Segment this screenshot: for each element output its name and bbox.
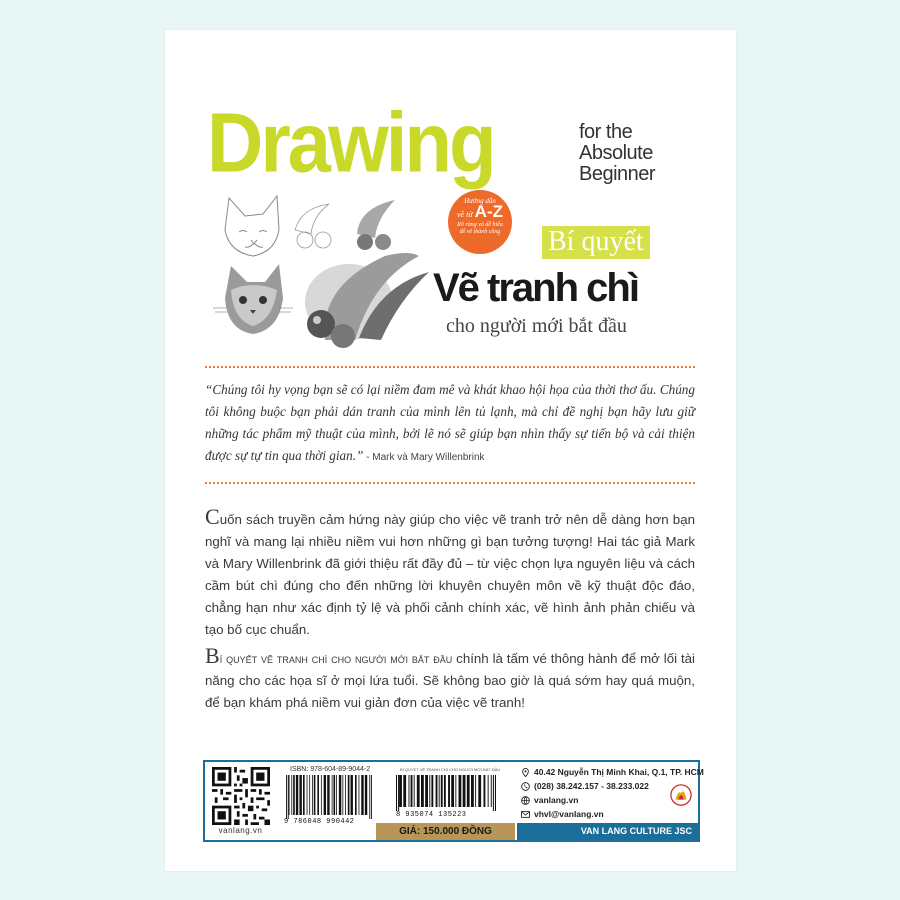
barcode-book-title: BÍ QUYẾT VẼ TRANH CHÌ CHO NGƯỜI MỚI BẮT ĐẦU bbox=[400, 767, 501, 772]
barcode-bar bbox=[345, 775, 346, 815]
headline: Vẽ tranh chì bbox=[433, 266, 638, 310]
book-back-cover bbox=[165, 30, 736, 871]
barcode-section bbox=[278, 762, 515, 840]
barcode-bar bbox=[355, 775, 357, 815]
barcode-bar bbox=[288, 775, 289, 819]
cat-outline-sketch-icon bbox=[225, 196, 279, 256]
barcode-bar bbox=[342, 775, 343, 815]
barcode-bar bbox=[441, 775, 443, 807]
badge-line: Hướng dẫn bbox=[464, 197, 496, 205]
barcode-bar bbox=[332, 775, 333, 815]
barcode-bar bbox=[396, 775, 397, 811]
barcode-bar bbox=[307, 775, 308, 815]
globe-icon bbox=[521, 796, 530, 805]
barcode-bar bbox=[321, 775, 322, 815]
barcode-bar bbox=[421, 775, 424, 807]
badge-line bbox=[448, 202, 512, 222]
guide-badge bbox=[448, 190, 512, 254]
location-pin-icon bbox=[521, 768, 530, 777]
barcode-bar bbox=[296, 775, 298, 815]
envelope-icon bbox=[521, 810, 530, 819]
website-row bbox=[521, 795, 578, 805]
barcode-bar bbox=[351, 775, 353, 815]
barcode-bar bbox=[455, 775, 456, 807]
subtitle-line: for the bbox=[579, 121, 633, 143]
cover-title: Drawing bbox=[207, 94, 494, 190]
barcode-bar bbox=[459, 775, 462, 807]
website-link[interactable]: vanlang.vn bbox=[534, 795, 579, 805]
barcode-bar bbox=[403, 775, 406, 807]
barcode-bar bbox=[309, 775, 310, 815]
barcode-bar bbox=[491, 775, 492, 807]
price-barcode-icon bbox=[396, 775, 496, 811]
book-title-caps: í quyết vẽ tranh chì cho người mới bắt đầu bbox=[219, 651, 453, 666]
barcode-bar bbox=[425, 775, 428, 807]
barcode-bar bbox=[488, 775, 489, 807]
quote-block bbox=[205, 379, 695, 469]
barcode-bar bbox=[463, 775, 466, 807]
email-link[interactable]: vhvl@vanlang.vn bbox=[534, 809, 604, 819]
publisher-info-box bbox=[203, 760, 704, 842]
barcode-bar bbox=[444, 775, 446, 807]
address-row bbox=[521, 767, 704, 777]
phone-text: (028) 38.242.157 - 38.233.022 bbox=[534, 781, 649, 791]
barcode-bar bbox=[299, 775, 301, 815]
publisher-brand-bar: VAN LANG CULTURE JSC bbox=[517, 823, 698, 840]
barcode-bar bbox=[369, 775, 370, 819]
barcode-bar bbox=[436, 775, 438, 807]
qr-section bbox=[205, 762, 276, 840]
barcode-bar bbox=[409, 775, 410, 807]
fruit-outline-sketch-icon bbox=[295, 204, 331, 248]
qr-label: vanlang.vn bbox=[218, 826, 263, 835]
pencil-sketch-illustrations bbox=[209, 190, 459, 350]
barcode-bar bbox=[431, 775, 433, 807]
barcode-bar bbox=[286, 775, 287, 819]
badge-az: A-Z bbox=[474, 202, 503, 221]
drop-cap: C bbox=[205, 504, 220, 529]
fruit-shaded-large-sketch-icon bbox=[305, 253, 429, 348]
barcode1-digits: 9 786048 990442 bbox=[284, 818, 355, 826]
isbn-text: ISBN: 978-604-89-9044-2 bbox=[290, 766, 371, 773]
drop-cap: B bbox=[205, 643, 220, 668]
cat-shaded-sketch-icon bbox=[213, 264, 293, 334]
barcode-bar bbox=[291, 775, 292, 815]
barcode-bar bbox=[371, 775, 372, 819]
barcode-bar bbox=[312, 775, 313, 815]
barcode-bar bbox=[317, 775, 319, 815]
barcode-bar bbox=[399, 775, 402, 807]
divider-bottom bbox=[205, 482, 695, 484]
paragraph-text: chính là tấm vé thông hành để mở lối tài năng cho các họa sĩ ở mọi lứa tuổi. Sẽ không bao giờ là quá sớm hay quá muộn, để bạn khám phá niềm vui giản đơn của việc vẽ tranh! bbox=[205, 651, 695, 710]
divider-top bbox=[205, 366, 695, 368]
barcode-bar bbox=[314, 775, 316, 815]
barcode-bar bbox=[411, 775, 413, 807]
fruit-shaded-small-sketch-icon bbox=[357, 200, 395, 250]
address-text: 40.42 Nguyễn Thị Minh Khai, Q.1, TP. HCM bbox=[534, 767, 704, 777]
barcode2-digits: 8 935074 135223 bbox=[396, 811, 467, 819]
barcode-bar bbox=[327, 775, 329, 815]
contact-section bbox=[517, 762, 704, 840]
barcode-bar bbox=[348, 775, 350, 815]
badge-line: Rõ ràng và dễ hiểu để vẽ thành công bbox=[457, 222, 503, 235]
barcode-bar bbox=[493, 775, 494, 811]
barcode-bar bbox=[448, 775, 450, 807]
badge-prefix: vẽ từ bbox=[456, 210, 473, 219]
barcode-bar bbox=[471, 775, 474, 807]
price-tag: GIÁ: 150.000 ĐỒNG bbox=[376, 823, 515, 840]
barcode-bar bbox=[333, 775, 335, 815]
barcode-bar bbox=[451, 775, 454, 807]
barcode-bar bbox=[365, 775, 367, 815]
quote-text: “Chúng tôi hy vọng bạn sẽ có lại niềm đam mê và khát khao hội họa của thời thơ ấu. Chúng tôi không buộc bạn phải dán tranh của mình lên tủ lạnh, mà chỉ đề nghị bạn hãy lưu giữ những tác phẩm mỹ thuật của mình, bởi lẽ nó sẽ giúp bạn nhìn thấy sự tiến bộ và cải thiện được sự tự tin qua thời gian.” bbox=[205, 382, 695, 463]
barcode-bar bbox=[289, 775, 290, 815]
barcode-bar bbox=[414, 775, 415, 807]
description-paragraph-1 bbox=[205, 504, 695, 641]
barcode-bar bbox=[429, 775, 430, 807]
barcode-bar bbox=[336, 775, 337, 815]
phone-row bbox=[521, 781, 649, 791]
barcode-bar bbox=[467, 775, 470, 807]
barcode-bar bbox=[439, 775, 440, 807]
subtitle-line: Absolute bbox=[579, 142, 653, 164]
barcode-bar bbox=[293, 775, 295, 815]
barcode-bar bbox=[303, 775, 305, 815]
paragraph-text: uốn sách truyền cảm hứng này giúp cho việc vẽ tranh trở nên dễ dàng hơn bạn nghĩ và mang lại nhiều niềm vui hơn những gì bạn tưởng tượng! Hai tác giả Mark và Mary Willenbrink đã giới thiệu rất đầy đủ – từ việc chọn lựa nguyên liệu và cách cầm bút chì đúng cho đến những lời khuyên chuyên môn về kỹ thuật độc đáo, chẳng hạn như xác định tỷ lệ và phối cảnh chính xác, vẽ hình ảnh phản chiếu và tạo bố cục chuẩn. bbox=[205, 512, 695, 637]
tagline: cho người mới bắt đầu bbox=[446, 315, 627, 337]
subtitle-line: Beginner bbox=[579, 163, 656, 185]
barcode-bar bbox=[324, 775, 326, 815]
barcode-bar bbox=[417, 775, 420, 807]
barcode-bar bbox=[339, 775, 341, 815]
barcode-bar bbox=[495, 775, 496, 811]
qr-code-icon[interactable] bbox=[212, 767, 270, 825]
secret-tag: Bí quyết bbox=[542, 226, 650, 259]
phone-icon bbox=[521, 782, 530, 791]
quote-author: - Mark và Mary Willenbrink bbox=[363, 452, 485, 463]
cover-subtitle bbox=[579, 122, 655, 185]
barcode-bar bbox=[475, 775, 476, 807]
isbn-barcode-icon bbox=[286, 775, 372, 819]
barcode-bar bbox=[478, 775, 481, 807]
email-row bbox=[521, 809, 604, 819]
publisher-logo-icon bbox=[670, 784, 692, 806]
description-paragraph-2 bbox=[205, 643, 695, 714]
barcode-bar bbox=[484, 775, 486, 807]
barcode-bar bbox=[398, 775, 399, 811]
barcode-bar bbox=[359, 775, 360, 815]
barcode-bar bbox=[361, 775, 363, 815]
